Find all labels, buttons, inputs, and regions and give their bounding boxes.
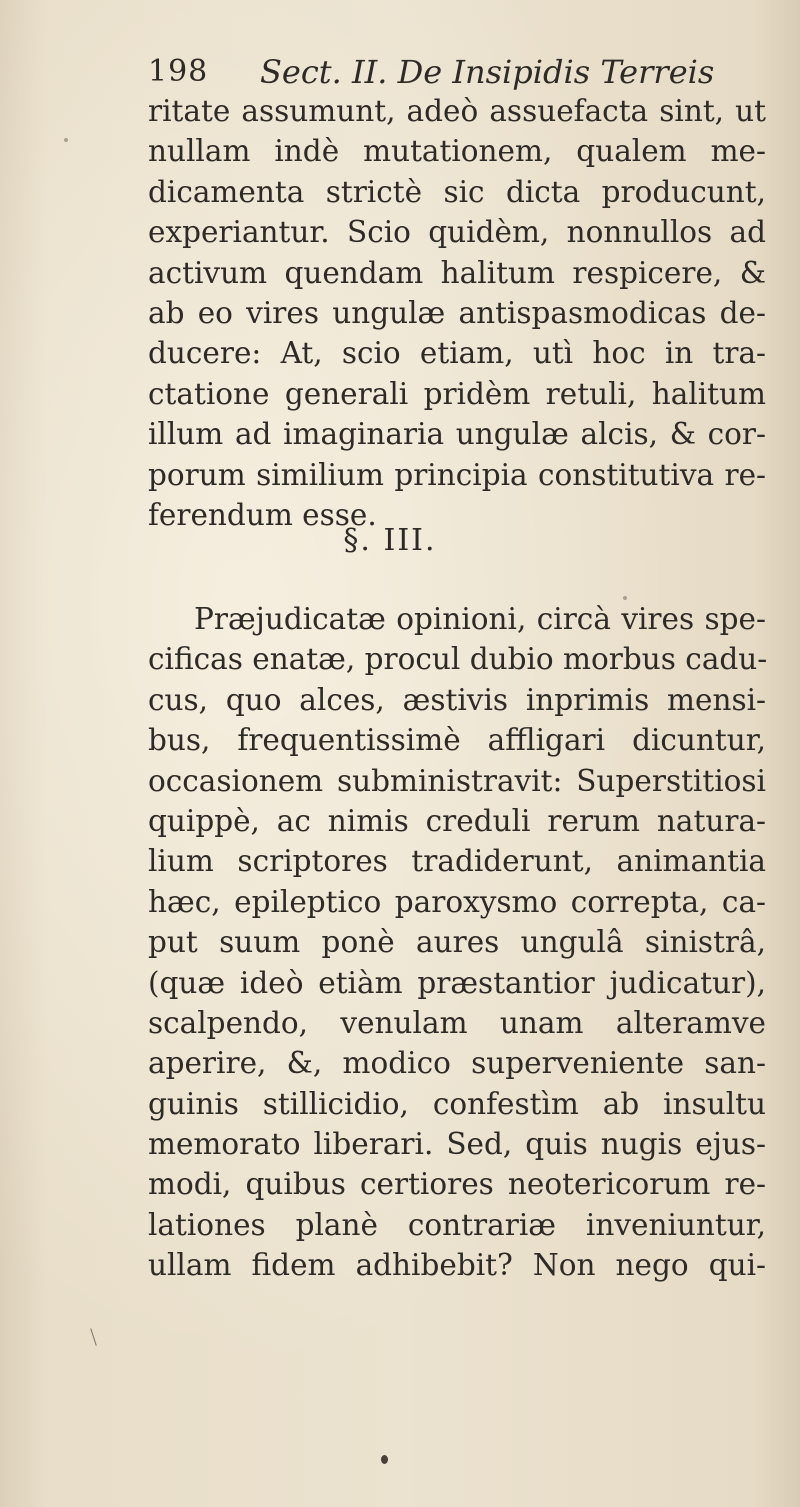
text-line: ducere: At, scio etiam, utì hoc in tra- bbox=[148, 336, 766, 371]
paper-fleck bbox=[623, 596, 627, 600]
page-number: 198 bbox=[148, 54, 209, 89]
paragraph-2 bbox=[148, 599, 766, 1286]
text-line: guinis stillicidio, confestìm ab insultu bbox=[148, 1086, 766, 1121]
text-line: ab eo vires ungulæ antispasmodicas de- bbox=[148, 295, 766, 330]
text-line: modi, quibus certiores neotericorum re- bbox=[148, 1167, 766, 1202]
text-line: ferendum esse. bbox=[148, 497, 377, 532]
text-line: dicamenta strictè sic dicta producunt, bbox=[148, 174, 766, 209]
text-line: porum similium principia constitutiva re- bbox=[148, 457, 766, 492]
text-line: nullam indè mutationem, qualem me- bbox=[148, 134, 766, 169]
section-heading-text: §. III. bbox=[343, 523, 437, 558]
text-line: ctatione generali pridèm retuli, halitum bbox=[148, 376, 766, 411]
text-line: hæc, epileptico paroxysmo correpta, ca- bbox=[148, 884, 766, 919]
text-line: illum ad imaginaria ungulæ alcis, & cor- bbox=[148, 417, 766, 452]
text-line: experiantur. Scio quidèm, nonnullos ad bbox=[148, 215, 766, 250]
ink-spot bbox=[381, 1455, 388, 1464]
text-line: (quæ ideò etiàm præstantior judicatur), bbox=[148, 965, 766, 1000]
paragraph-1 bbox=[148, 91, 766, 535]
section-heading bbox=[0, 521, 800, 561]
text-line: memorato liberari. Sed, quis nugis ejus- bbox=[148, 1127, 766, 1162]
text-line: ullam fidem adhibebit? Non nego qui- bbox=[148, 1248, 766, 1283]
text-line: Præjudicatæ opinioni, circà vires spe- bbox=[194, 602, 766, 636]
text-line: cificas enatæ, procul dubio morbus cadu- bbox=[148, 642, 768, 677]
text-line: aperire, &, modico superveniente san- bbox=[148, 1046, 766, 1081]
running-title: Sect. II. De Insipidis Terreis bbox=[260, 53, 715, 91]
text-line: cus, quo alces, æstivis inprimis mensi- bbox=[148, 682, 766, 717]
text-line: scalpendo, venulam unam alteramve bbox=[148, 1005, 766, 1040]
text-line: lium scriptores tradiderunt, animantia bbox=[148, 844, 766, 879]
text-line: occasionem subministravit: Superstitiosi bbox=[148, 763, 766, 798]
paper-fleck bbox=[64, 138, 68, 142]
text-line: bus, frequentissimè affligari dicuntur, bbox=[148, 723, 766, 758]
text-line: activum quendam halitum respicere, & bbox=[148, 255, 766, 290]
text-line: ritate assumunt, adeò assuefacta sint, ut bbox=[148, 94, 766, 128]
text-line: lationes planè contrariæ inveniuntur, bbox=[148, 1207, 766, 1242]
text-line: put suum ponè aures ungulâ sinistrâ, bbox=[148, 925, 766, 960]
text-line: quippè, ac nimis creduli rerum natura- bbox=[148, 803, 766, 838]
pencil-mark bbox=[90, 1328, 97, 1345]
